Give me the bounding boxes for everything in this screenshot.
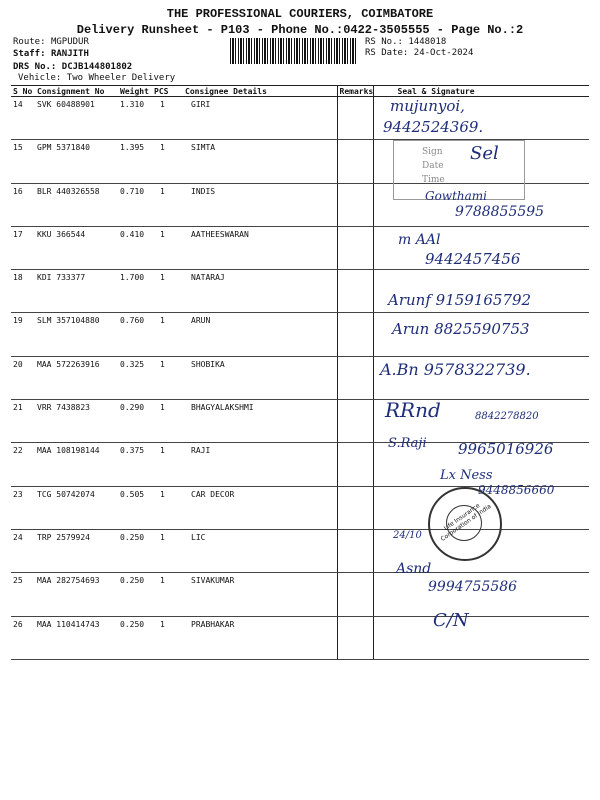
handwritten-note: A.Bn 9578322739. xyxy=(380,360,531,379)
handwritten-note: 24/10 xyxy=(393,530,422,541)
pcs: 1 xyxy=(152,97,183,140)
consignee: SHOBIKA xyxy=(183,356,337,399)
barcode xyxy=(230,38,356,64)
consignment-no: BLR 440326558 xyxy=(35,183,118,226)
remarks-cell xyxy=(337,270,373,313)
remarks-cell xyxy=(337,529,373,572)
stamp-time-label: Time xyxy=(422,175,445,185)
weight: 0.290 xyxy=(118,400,152,443)
pcs: 1 xyxy=(152,183,183,226)
rs-date-field xyxy=(365,48,473,58)
weight: 1.310 xyxy=(118,97,152,140)
remarks-cell xyxy=(337,226,373,269)
weight: 0.375 xyxy=(118,443,152,486)
weight: 0.325 xyxy=(118,356,152,399)
serial-no: 21 xyxy=(11,400,35,443)
consignment-no: KKU 366544 xyxy=(35,226,118,269)
handwritten-note: 9965016926 xyxy=(458,440,554,458)
consignment-no: TRP 2579924 xyxy=(35,529,118,572)
rs-date-label: RS Date: xyxy=(365,48,409,58)
rs-date-value: 24-Oct-2024 xyxy=(413,48,474,58)
pcs: 1 xyxy=(152,270,183,313)
staff-label: Staff: xyxy=(13,49,46,59)
pcs: 1 xyxy=(152,443,183,486)
column-header: Remarks xyxy=(337,86,373,97)
serial-no: 23 xyxy=(11,486,35,529)
rs-no-value: 1448018 xyxy=(408,37,447,47)
table-row xyxy=(11,529,589,572)
signature-cell xyxy=(373,616,589,659)
consignee: AATHEESWARAN xyxy=(183,226,337,269)
serial-no: 19 xyxy=(11,313,35,356)
remarks-cell xyxy=(337,443,373,486)
column-header: PCS xyxy=(152,86,183,97)
remarks-cell xyxy=(337,183,373,226)
rs-no-field xyxy=(365,37,446,47)
pcs: 1 xyxy=(152,616,183,659)
consignee: SIMTA xyxy=(183,140,337,183)
serial-no: 26 xyxy=(11,616,35,659)
handwritten-note: Arunf 9159165792 xyxy=(388,291,532,309)
handwritten-note: 9994755586 xyxy=(428,579,518,595)
consignment-no: MAA 108198144 xyxy=(35,443,118,486)
consignee: CAR DECOR xyxy=(183,486,337,529)
column-header: Weight xyxy=(118,86,152,97)
staff-field xyxy=(13,49,89,59)
stamp-scrawl: Sel xyxy=(470,143,499,164)
serial-no: 22 xyxy=(11,443,35,486)
weight: 0.505 xyxy=(118,486,152,529)
consignment-no: VRR 7438823 xyxy=(35,400,118,443)
pcs: 1 xyxy=(152,529,183,572)
consignment-no: KDI 733377 xyxy=(35,270,118,313)
remarks-cell xyxy=(337,400,373,443)
stamp-sign-label: Sign xyxy=(422,147,443,157)
remarks-cell xyxy=(337,356,373,399)
consignee: PRABHAKAR xyxy=(183,616,337,659)
handwritten-note: m AAl xyxy=(398,232,441,248)
remarks-cell xyxy=(337,573,373,616)
vehicle-value: Two Wheeler Delivery xyxy=(66,73,176,83)
pcs: 1 xyxy=(152,486,183,529)
handwritten-note: 9788855595 xyxy=(455,204,545,220)
consignment-no: MAA 110414743 xyxy=(35,616,118,659)
handwritten-note: Arun 8825590753 xyxy=(392,320,530,338)
handwritten-note: 8842278820 xyxy=(475,411,539,422)
serial-no: 24 xyxy=(11,529,35,572)
serial-no: 17 xyxy=(11,226,35,269)
consignee: INDIS xyxy=(183,183,337,226)
lic-seal xyxy=(428,487,502,561)
weight: 1.700 xyxy=(118,270,152,313)
handwritten-note: 9448856660 xyxy=(478,483,555,497)
handwritten-note: 9442524369. xyxy=(383,118,484,136)
column-header: Consignee Details xyxy=(183,86,337,97)
remarks-cell xyxy=(337,313,373,356)
weight: 0.760 xyxy=(118,313,152,356)
pcs: 1 xyxy=(152,226,183,269)
drs-value: DCJB144801802 xyxy=(61,62,133,72)
pcs: 1 xyxy=(152,400,183,443)
weight: 0.250 xyxy=(118,573,152,616)
weight: 0.250 xyxy=(118,616,152,659)
handwritten-note: mujunyoi, xyxy=(390,97,465,115)
consignee: ARUN xyxy=(183,313,337,356)
handwritten-note: C/N xyxy=(433,610,469,631)
pcs: 1 xyxy=(152,356,183,399)
route-field xyxy=(13,37,89,47)
route-label: Route: xyxy=(13,37,46,47)
consignment-no: MAA 282754693 xyxy=(35,573,118,616)
handwritten-note: Asnd xyxy=(396,561,432,577)
consignee: LIC xyxy=(183,529,337,572)
stamp-date-label: Date xyxy=(422,161,444,171)
weight: 0.710 xyxy=(118,183,152,226)
consignee: NATARAJ xyxy=(183,270,337,313)
runsheet-subtitle: Delivery Runsheet - P103 - Phone No.:0422-3505555 - Page No.:2 xyxy=(76,23,524,37)
consignee: SIVAKUMAR xyxy=(183,573,337,616)
pcs: 1 xyxy=(152,140,183,183)
serial-no: 25 xyxy=(11,573,35,616)
consignment-no: GPM 5371840 xyxy=(35,140,118,183)
consignee: RAJI xyxy=(183,443,337,486)
handwritten-note: Gowthami xyxy=(425,189,488,203)
consignment-no: SLM 357104880 xyxy=(35,313,118,356)
weight: 0.410 xyxy=(118,226,152,269)
serial-no: 20 xyxy=(11,356,35,399)
vehicle-field xyxy=(18,73,175,83)
handwritten-note: S.Raji xyxy=(388,436,427,451)
consignee: GIRI xyxy=(183,97,337,140)
route-value: MGPUDUR xyxy=(50,37,89,47)
vehicle-label: Vehicle: xyxy=(18,73,62,83)
seal-text: Life Insurance Corporation of India xyxy=(439,502,493,543)
pcs: 1 xyxy=(152,313,183,356)
serial-no: 15 xyxy=(11,140,35,183)
handwritten-note: Lx Ness xyxy=(440,468,493,483)
serial-no: 16 xyxy=(11,183,35,226)
drs-label: DRS No.: xyxy=(13,62,57,72)
remarks-cell xyxy=(337,486,373,529)
staff-value: RANJITH xyxy=(50,49,89,59)
table-header-row xyxy=(11,86,589,97)
remarks-cell xyxy=(337,140,373,183)
column-header: Consignment No xyxy=(35,86,118,97)
handwritten-note: 9442457456 xyxy=(425,250,521,268)
consignee: BHAGYALAKSHMI xyxy=(183,400,337,443)
table-row xyxy=(11,97,589,140)
handwritten-note: RRnd xyxy=(385,398,441,422)
weight: 1.395 xyxy=(118,140,152,183)
drs-field xyxy=(13,62,132,72)
column-header: S No xyxy=(11,86,35,97)
consignment-no: SVK 60488901 xyxy=(35,97,118,140)
remarks-cell xyxy=(337,616,373,659)
serial-no: 18 xyxy=(11,270,35,313)
weight: 0.250 xyxy=(118,529,152,572)
consignment-no: MAA 572263916 xyxy=(35,356,118,399)
pcs: 1 xyxy=(152,573,183,616)
column-header: Seal & Signature xyxy=(373,86,589,97)
remarks-cell xyxy=(337,97,373,140)
rs-no-label: RS No.: xyxy=(365,37,403,47)
page-title: THE PROFESSIONAL COURIERS, COIMBATORE xyxy=(166,7,434,21)
table-row xyxy=(11,616,589,659)
serial-no: 14 xyxy=(11,97,35,140)
consignment-no: TCG 50742074 xyxy=(35,486,118,529)
